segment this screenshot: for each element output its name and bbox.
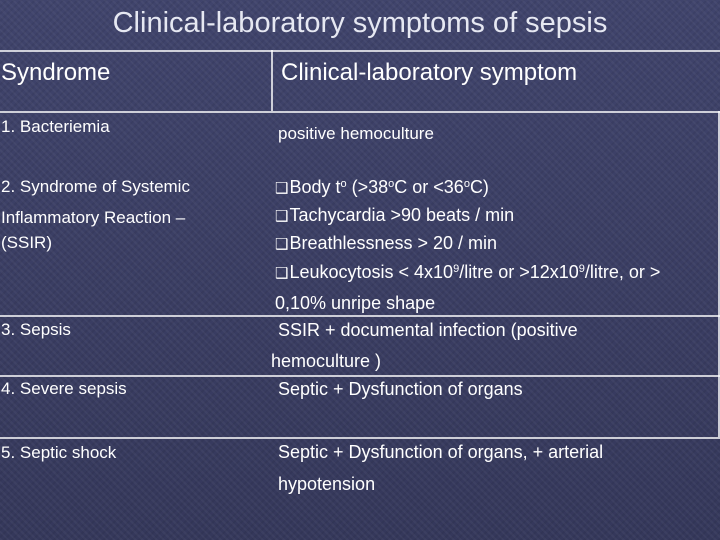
checkbox-bullet-icon: ❑ (275, 264, 289, 282)
header-bottom-border (0, 111, 720, 113)
symptom-sepsis-line2: hemoculture ) (271, 351, 382, 371)
header-syndrome: Syndrome (1, 59, 111, 86)
bullet-breathlessness: ❑Breathlessness > 20 / min (275, 233, 498, 253)
bullet-tachycardia: ❑Tachycardia >90 beats / min (275, 205, 515, 225)
symptom-sepsis-line1: SSIR + documental infection (positive (278, 320, 578, 340)
syndrome-severe-sepsis: 4. Severe sepsis (1, 379, 127, 398)
header-divider (271, 50, 273, 111)
checkbox-bullet-icon: ❑ (275, 207, 289, 225)
symptom-severe-sepsis: Septic + Dysfunction of organs (278, 379, 523, 399)
syndrome-septic-shock: 5. Septic shock (1, 443, 117, 462)
bullet-leukocytosis: ❑Leukocytosis < $4x10^9$/litre or $>12x10^9$/litre, or > (275, 262, 661, 282)
syndrome-ssir-line1: 2. Syndrome of Systemic (1, 177, 190, 196)
table-top-border (0, 50, 720, 52)
sepsis-row-top-border (0, 315, 720, 317)
slide-title: Clinical-laboratory symptoms of sepsis (112, 7, 608, 39)
syndrome-ssir-line2: Inflammatory Reaction – (1, 208, 186, 227)
symptom-septic-shock-line1: Septic + Dysfunction of organs, + arterial (278, 442, 604, 462)
symptom-septic-shock-line2: hypotension (278, 474, 376, 494)
bullet-leukocytosis-continuation: 0,10% unripe shape (275, 293, 436, 313)
shock-row-top-border (0, 437, 720, 439)
checkbox-bullet-icon: ❑ (275, 179, 289, 197)
syndrome-ssir-line3: (SSIR) (1, 233, 52, 252)
syndrome-bacteriemia: 1. Bacteriemia (1, 117, 110, 136)
severe-row-top-border (0, 375, 720, 377)
checkbox-bullet-icon: ❑ (275, 235, 289, 253)
bullet-body-temp: ❑Body $t^o$ ($>38^oC$ or $<36^oC$) (275, 177, 489, 197)
symptom-bacteriemia: positive hemoculture (278, 124, 434, 143)
syndrome-sepsis: 3. Sepsis (1, 320, 71, 339)
header-symptom: Clinical-laboratory symptom (281, 59, 578, 86)
